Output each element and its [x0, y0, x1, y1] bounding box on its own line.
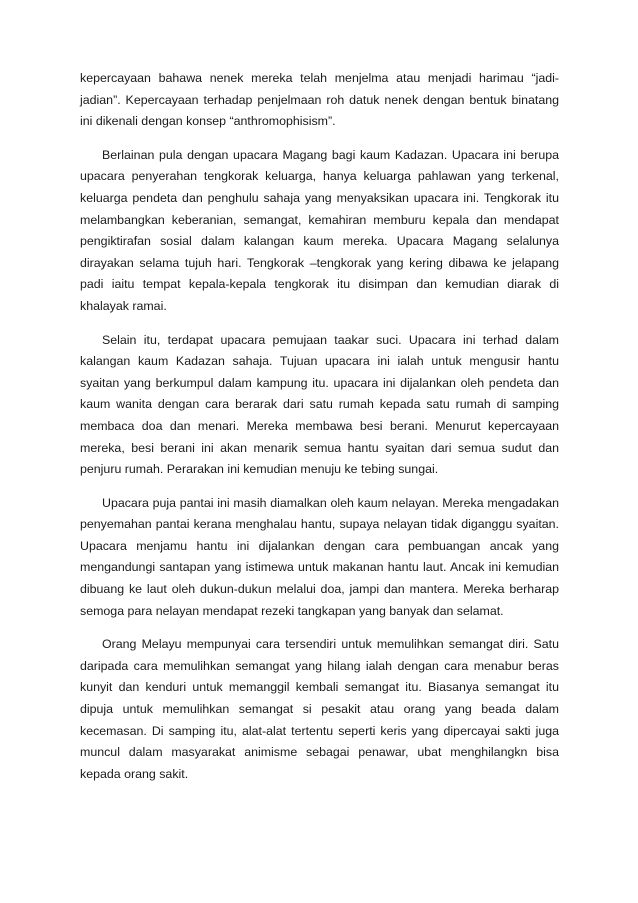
paragraph-puja-pantai: Upacara puja pantai ini masih diamalkan oleh kaum nelayan. Mereka mengadakan penyemahan pantai kerana menghalau hantu, supaya nelayan tidak diganggu syaitan. Upacara menjamu hantu ini dijalankan dengan cara pembuangan ancak yang mengandungi santapan yang istimewa untuk makanan hantu laut. Ancak ini kemudian dibuang ke laut oleh dukun-dukun melalui doa, jampi dan mantera. Mereka berharap semoga para nelayan mendapat rezeki tangkapan yang banyak dan selamat.	[80, 495, 559, 618]
document-body	[80, 68, 559, 797]
paragraph-continuation: kepercayaan bahawa nenek mereka telah menjelma atau menjadi harimau “jadi-jadian”. Kepercayaan terhadap penjelmaan roh datuk nenek dengan bentuk binatang ini dikenali dengan konsep “anthromophisism”.	[80, 71, 559, 129]
paragraph-semangat: Orang Melayu mempunyai cara tersendiri untuk memulihkan semangat diri. Satu daripada cara memulihkan semangat yang hilang ialah dengan cara menabur beras kunyit dan kenduri untuk memanggil kembali semangat itu. Biasanya semangat itu dipuja untuk memulihkan semangat si pesakit atau orang yang beada dalam kecemasan. Di samping itu, alat-alat tertentu seperti keris yang dipercayai sakti juga muncul dalam masyarakat animisme sebagai penawar, ubat menghilangkn bisa kepada orang sakit.	[80, 637, 559, 781]
paragraph-taakar-suci: Selain itu, terdapat upacara pemujaan taakar suci. Upacara ini terhad dalam kalangan kaum Kadazan sahaja. Tujuan upacara ini ialah untuk mengusir hantu syaitan yang berkumpul dalam kampung itu. upacara ini dijalankan oleh pendeta dan kaum wanita dengan cara berarak dari satu rumah kepada satu rumah di samping membaca doa dan menari. Mereka membawa besi berani. Menurut kepercayaan mereka, besi berani ini akan menarik semua hantu syaitan dari semua sudut dan penjuru rumah. Perarakan ini kemudian menuju ke tebing sungai.	[80, 332, 559, 477]
paragraph-magang: Berlainan pula dengan upacara Magang bagi kaum Kadazan. Upacara ini berupa upacara penyerahan tengkorak keluarga, hanya keluarga pahlawan yang terkenal, keluarga pendeta dan penghulu sahaja yang menyaksikan upacara ini. Tengkorak itu melambangkan keberanian, semangat, kemahiran memburu kepala dan mendapat pengiktirafan sosial dalam kalangan kaum mereka. Upacara Magang selalunya dirayakan selama tujuh hari. Tengkorak –tengkorak yang kering dibawa ke jelapang padi iaitu tempat kepala-kepala tengkorak itu disimpan dan kemudian diarak di khalayak ramai.	[80, 147, 559, 313]
